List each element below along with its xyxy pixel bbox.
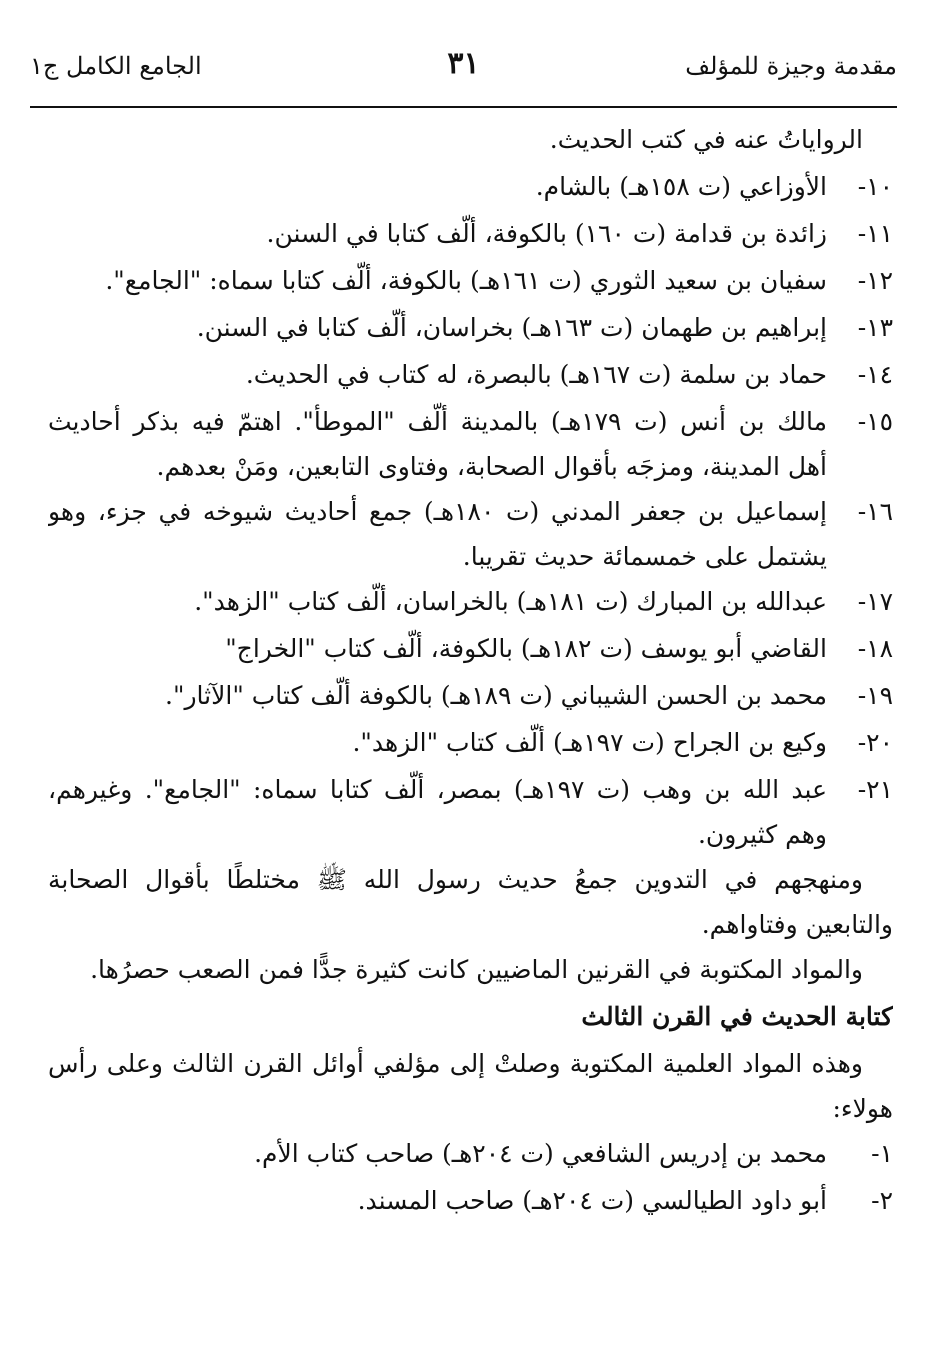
list-item xyxy=(48,163,893,210)
item-number: ١٥- xyxy=(857,407,893,436)
item-text: إبراهيم بن طهمان (ت ١٦٣هـ) بخراسان، ألّف كتابا في السنن. xyxy=(196,313,827,342)
item-number: ١٠- xyxy=(857,172,893,201)
item-number: ١٦- xyxy=(857,497,893,526)
item-text: أهل المدينة، ومزجَه بأقوال الصحابة، وفتاوى التابعين، ومَنْ بعدهم. xyxy=(156,452,827,481)
item-number: ٢٠- xyxy=(857,728,893,757)
page-number: ٣١ xyxy=(447,46,480,81)
list-item xyxy=(48,1177,893,1224)
item-number: ١٧- xyxy=(857,587,893,616)
section-heading: كتابة الحديث في القرن الثالث xyxy=(581,1002,893,1031)
list-item-continuation xyxy=(48,535,893,578)
paragraph-line: والتابعين وفتاواهم. xyxy=(701,910,893,939)
item-text: وكيع بن الجراح (ت ١٩٧هـ) ألّف كتاب "الزهد". xyxy=(352,728,827,757)
item-number: ١٨- xyxy=(857,634,893,663)
item-number: ٢١- xyxy=(857,775,893,804)
item-text: يشتمل على خمسمائة حديث تقريبا. xyxy=(462,542,827,571)
list-item xyxy=(48,625,893,672)
page-body xyxy=(48,116,893,1224)
page-header xyxy=(30,44,897,108)
list-item xyxy=(48,488,893,535)
list-item xyxy=(48,1130,893,1177)
list-item xyxy=(48,351,893,398)
item-text: الأوزاعي (ت ١٥٨هـ) بالشام. xyxy=(535,172,827,201)
item-number: ١٣- xyxy=(857,313,893,342)
list-item xyxy=(48,766,893,813)
list-item-continuation xyxy=(48,813,893,856)
item-number: ٢- xyxy=(871,1186,893,1215)
item-text: إسماعيل بن جعفر المدني (ت ١٨٠هـ) جمع أحاديث شيوخه في جزء، وهو xyxy=(48,497,827,526)
item-number: ١٩- xyxy=(857,681,893,710)
book-title: الجامع الكامل ج١ xyxy=(30,52,202,80)
section-title: مقدمة وجيزة للمؤلف xyxy=(685,52,897,80)
paragraph-line: ومنهجهم في التدوين جمعُ حديث رسول الله ﷺ مختلطًا بأقوال الصحابة xyxy=(48,865,863,894)
item-text: محمد بن إدريس الشافعي (ت ٢٠٤هـ) صاحب كتاب الأم. xyxy=(254,1139,827,1168)
item-text: مالك بن أنس (ت ١٧٩هـ) بالمدينة ألّف "الموطأ". اهتمّ فيه بذكر أحاديث xyxy=(48,407,827,436)
list-item xyxy=(48,304,893,351)
list-item xyxy=(48,719,893,766)
list-item xyxy=(48,398,893,445)
item-text: محمد بن الحسن الشيباني (ت ١٨٩هـ) بالكوفة ألّف كتاب "الآثار". xyxy=(165,681,827,710)
list-item-continuation xyxy=(48,445,893,488)
item-text: سفيان بن سعيد الثوري (ت ١٦١هـ) بالكوفة، ألّف كتابا سماه: "الجامع". xyxy=(105,266,827,295)
paragraph-line: والمواد المكتوبة في القرنين الماضيين كانت كثيرة جدًّا فمن الصعب حصرُها. xyxy=(90,955,863,984)
item-number: ١- xyxy=(871,1139,893,1168)
item-text: حماد بن سلمة (ت ١٦٧هـ) بالبصرة، له كتاب في الحديث. xyxy=(245,360,827,389)
item-text: أبو داود الطيالسي (ت ٢٠٤هـ) صاحب المسند. xyxy=(357,1186,827,1215)
item-text: القاضي أبو يوسف (ت ١٨٢هـ) بالكوفة، ألّف كتاب "الخراج" xyxy=(225,634,827,663)
item-text: عبد الله بن وهب (ت ١٩٧هـ) بمصر، ألّف كتابا سماه: "الجامع". وغيرهم، xyxy=(48,775,827,804)
item-text: زائدة بن قدامة (ت ١٦٠) بالكوفة، ألّف كتابا في السنن. xyxy=(266,219,827,248)
list-item xyxy=(48,672,893,719)
item-text: وهم كثيرون. xyxy=(697,820,827,849)
paragraph-line: وهذه المواد العلمية المكتوبة وصلتْ إلى مؤلفي أوائل القرن الثالث وعلى رأس xyxy=(48,1049,863,1078)
item-number: ١١- xyxy=(857,219,893,248)
list-item xyxy=(48,578,893,625)
item-number: ١٢- xyxy=(857,266,893,295)
paragraph-line: هولاء: xyxy=(832,1094,893,1123)
item-number: ١٤- xyxy=(857,360,893,389)
item-text: عبدالله بن المبارك (ت ١٨١هـ) بالخراسان، ألّف كتاب "الزهد". xyxy=(194,587,827,616)
intro-line: الرواياتُ عنه في كتب الحديث. xyxy=(549,125,863,154)
list-item xyxy=(48,257,893,304)
list-item xyxy=(48,210,893,257)
